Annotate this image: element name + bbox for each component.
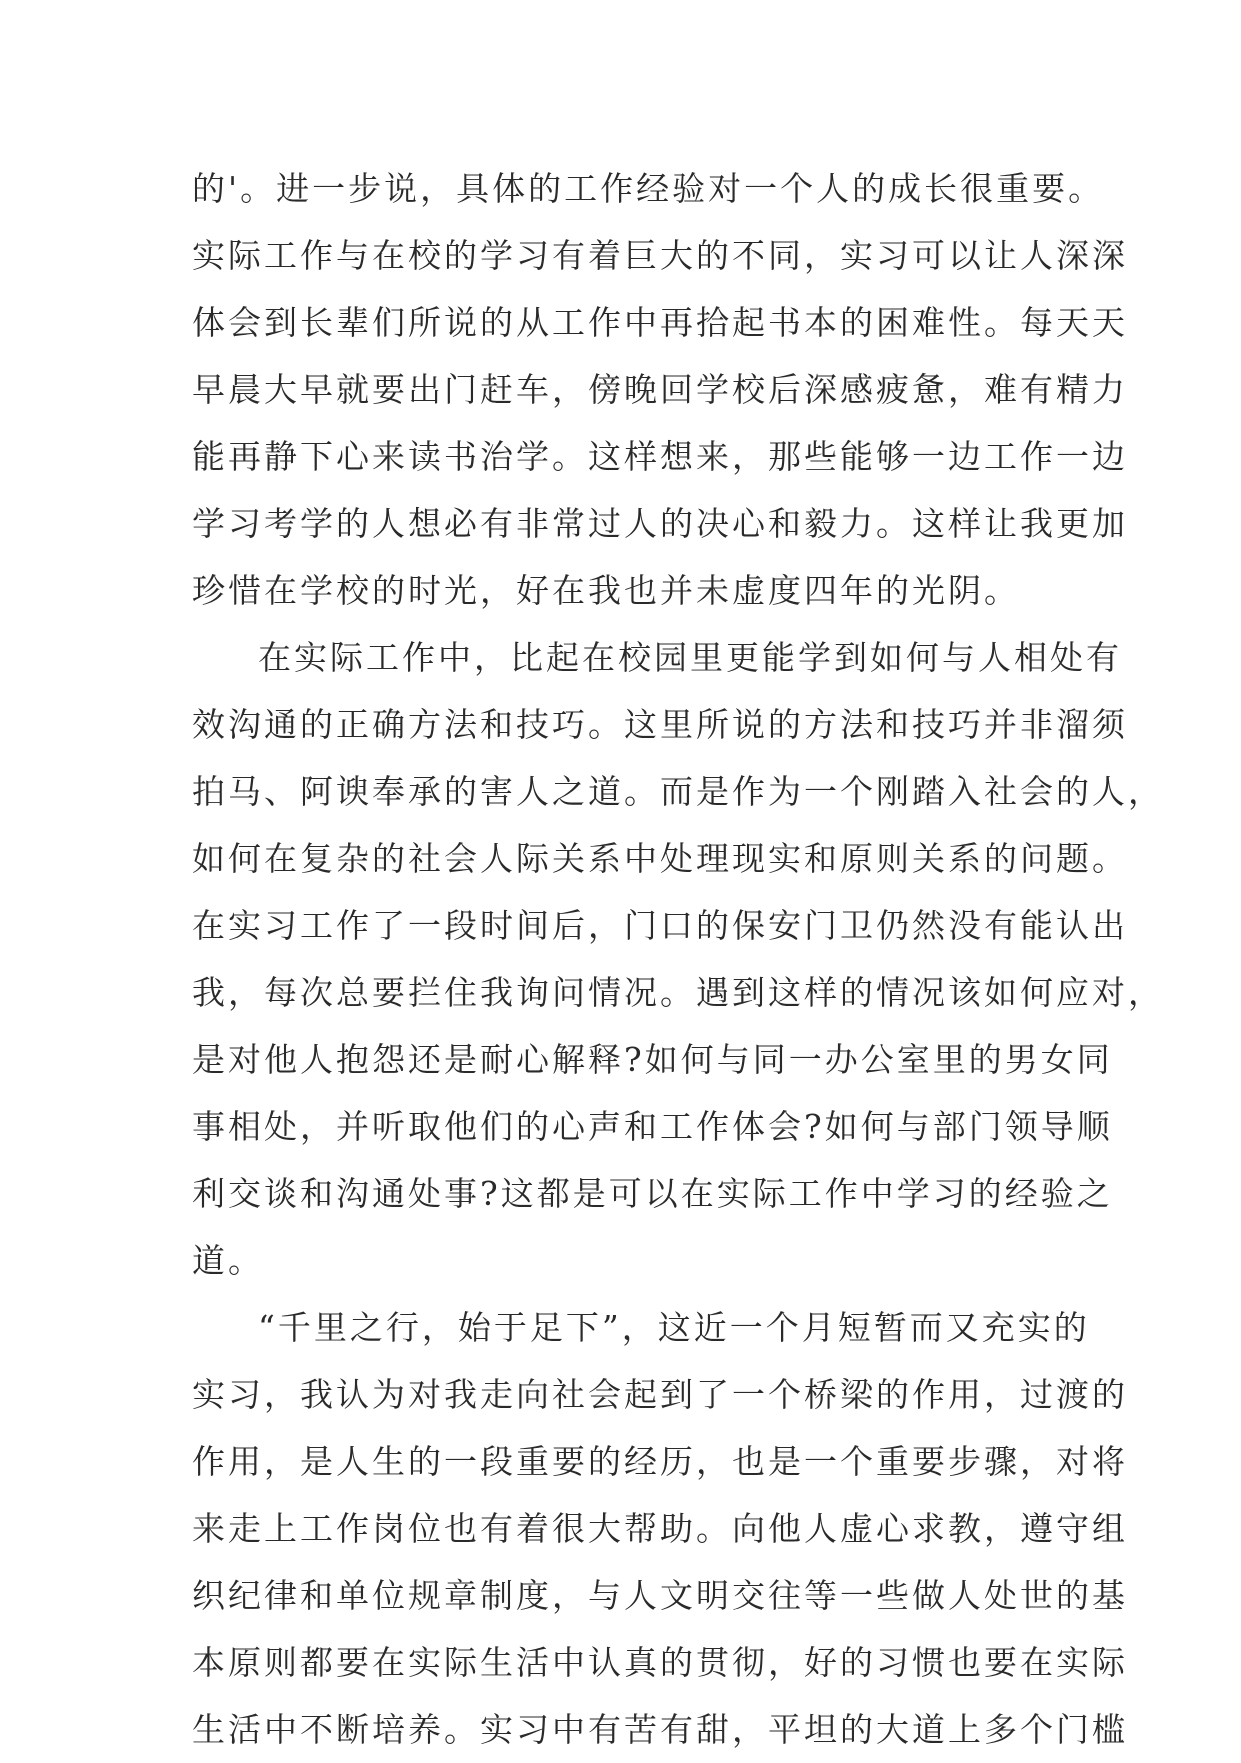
text-line: 如何在复杂的社会人际关系中处理现实和原则关系的问题。 <box>192 839 1128 878</box>
text-line: 拍马、阿谀奉承的害人之道。而是作为一个刚踏入社会的人， <box>192 772 1164 811</box>
text-line: 实习，我认为对我走向社会起到了一个桥梁的作用，过渡的 <box>192 1375 1128 1414</box>
text-line: 的'。进一步说，具体的工作经验对一个人的成长很重要。 <box>192 169 1105 208</box>
text-line: 实际工作与在校的学习有着巨大的不同，实习可以让人深深 <box>192 236 1128 275</box>
paragraph-start-line: “千里之行，始于足下”，这近一个月短暂而又充实的 <box>258 1308 1090 1347</box>
text-line: 作用，是人生的一段重要的经历，也是一个重要步骤，对将 <box>192 1442 1128 1481</box>
text-line: 效沟通的正确方法和技巧。这里所说的方法和技巧并非溜须 <box>192 705 1128 744</box>
text-line: 生活中不断培养。实习中有苦有甜，平坦的大道上多个门槛 <box>192 1710 1128 1749</box>
text-line: 织纪律和单位规章制度，与人文明交往等一些做人处世的基 <box>192 1576 1128 1615</box>
text-line: 珍惜在学校的时光，好在我也并未虚度四年的光阴。 <box>192 571 1020 610</box>
text-line: 本原则都要在实际生活中认真的贯彻，好的习惯也要在实际 <box>192 1643 1128 1682</box>
paragraph-start-line: 在实际工作中，比起在校园里更能学到如何与人相处有 <box>258 638 1122 677</box>
text-line: 来走上工作岗位也有着很大帮助。向他人虚心求教，遵守组 <box>192 1509 1128 1548</box>
text-line: 在实习工作了一段时间后，门口的保安门卫仍然没有能认出 <box>192 906 1128 945</box>
body-text <box>192 155 1164 1763</box>
text-line: 体会到长辈们所说的从工作中再拾起书本的困难性。每天天 <box>192 303 1128 342</box>
text-line: 学习考学的人想必有非常过人的决心和毅力。这样让我更加 <box>192 504 1128 543</box>
text-line: 是对他人抱怨还是耐心解释?如何与同一办公室里的男女同 <box>192 1040 1113 1079</box>
text-line: 事相处，并听取他们的心声和工作体会?如何与部门领导顺 <box>192 1107 1113 1146</box>
text-line: 能再静下心来读书治学。这样想来，那些能够一边工作一边 <box>192 437 1128 476</box>
text-line: 道。 <box>192 1241 264 1280</box>
text-line: 我，每次总要拦住我询问情况。遇到这样的情况该如何应对， <box>192 973 1164 1012</box>
text-line: 早晨大早就要出门赶车，傍晚回学校后深感疲惫，难有精力 <box>192 370 1128 409</box>
text-line: 利交谈和沟通处事?这都是可以在实际工作中学习的经验之 <box>192 1174 1113 1213</box>
